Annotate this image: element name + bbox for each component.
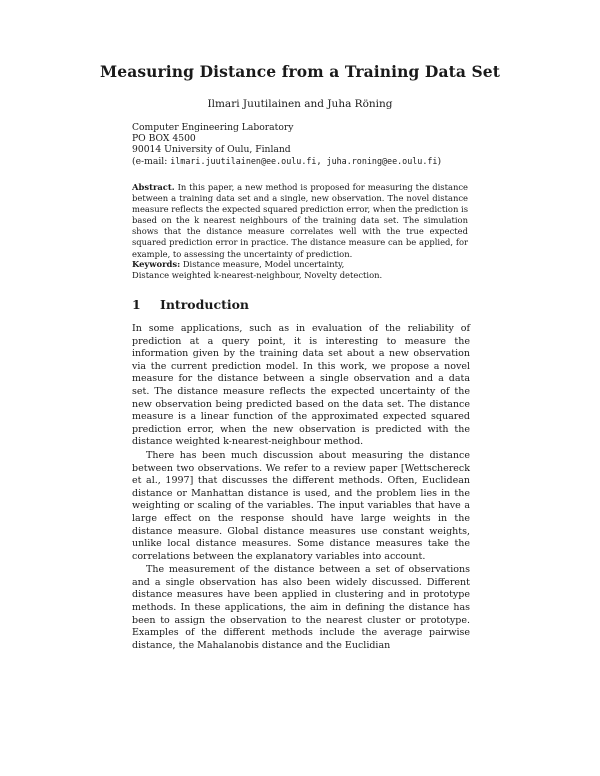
keywords-label: Keywords: <box>132 259 181 269</box>
keywords-line <box>132 259 472 270</box>
keywords <box>132 259 472 281</box>
email-suffix: ) <box>437 155 442 167</box>
paragraph: There has been much discussion about measuring the distance between two observations. We refer to a review paper [Wettschereck et al., 1997] that discusses the different methods. Often, Euclidean distance or Manhattan distance is used, and the problem lies in the weighting or scaling of the variables. The input variables that have a large effect on the response should have large weights in the distance measure. Global distance measures use constant weights, unlike local distance measures. Some distance measures take the correlations between the explanatory variables into account. <box>132 449 470 562</box>
affiliation-line: Computer Engineering Laboratory <box>132 122 294 133</box>
author-affiliation <box>132 122 441 167</box>
affiliation-line: 90014 University of Oulu, Finland <box>132 144 291 156</box>
affiliation-email-line <box>132 156 441 167</box>
keywords-text: Distance measure, Model uncertainty, <box>180 259 345 269</box>
section-number: 1 <box>132 297 141 312</box>
paper-authors: Ilmari Juutilainen and Juha Röning <box>207 98 393 110</box>
abstract <box>132 182 468 260</box>
affiliation-line: PO BOX 4500 <box>132 133 196 145</box>
abstract-text: In this paper, a new method is proposed for measuring the distance between a training data set and a single, new observation. The novel distance measure reflects the expected squared prediction error, when the prediction is based on the k nearest neighbours of the training data set. The simulation shows that the distance measure correlates well with the true expected squared prediction error in practice. The distance measure can be applied, for example, to assessing the uncertainty of prediction. <box>132 182 468 259</box>
keywords-line: Distance weighted k-nearest-neighbour, Novelty detection. <box>132 270 383 281</box>
abstract-label: Abstract. <box>132 182 175 192</box>
section-heading <box>132 297 249 312</box>
paper-title: Measuring Distance from a Training Data Set <box>99 62 500 81</box>
paragraph: The measurement of the distance between a set of observations and a single observation has also been widely discussed. Different distance measures have been applied in clustering and in prototype methods. In these applications, the aim in defining the distance has been to assign the observation to the nearest cluster or prototype. Examples of the different methods include the average pairwise distance, the Mahalanobis distance and the Euclidian <box>132 564 470 651</box>
section-body <box>132 323 470 652</box>
email-prefix: (e-mail: <box>132 155 171 167</box>
paragraph: In some applications, such as in evaluation of the reliability of prediction at a query point, it is interesting to measure the information given by the training data set about a new observation via the current prediction model. In this work, we propose a novel measure for the distance between a single observation and a data set. The distance measure reflects the expected uncertainty of the new observation being predicted based on the data set. The distance measure is a linear function of the approximated expected squared prediction error, when the new observation is predicted with the distance weighted k-nearest-neighbour method. <box>132 323 470 448</box>
email-addresses: ilmari.juutilainen@ee.oulu.fi, juha.roning@ee.oulu.fi <box>170 155 438 166</box>
section-title: Introduction <box>160 297 250 312</box>
